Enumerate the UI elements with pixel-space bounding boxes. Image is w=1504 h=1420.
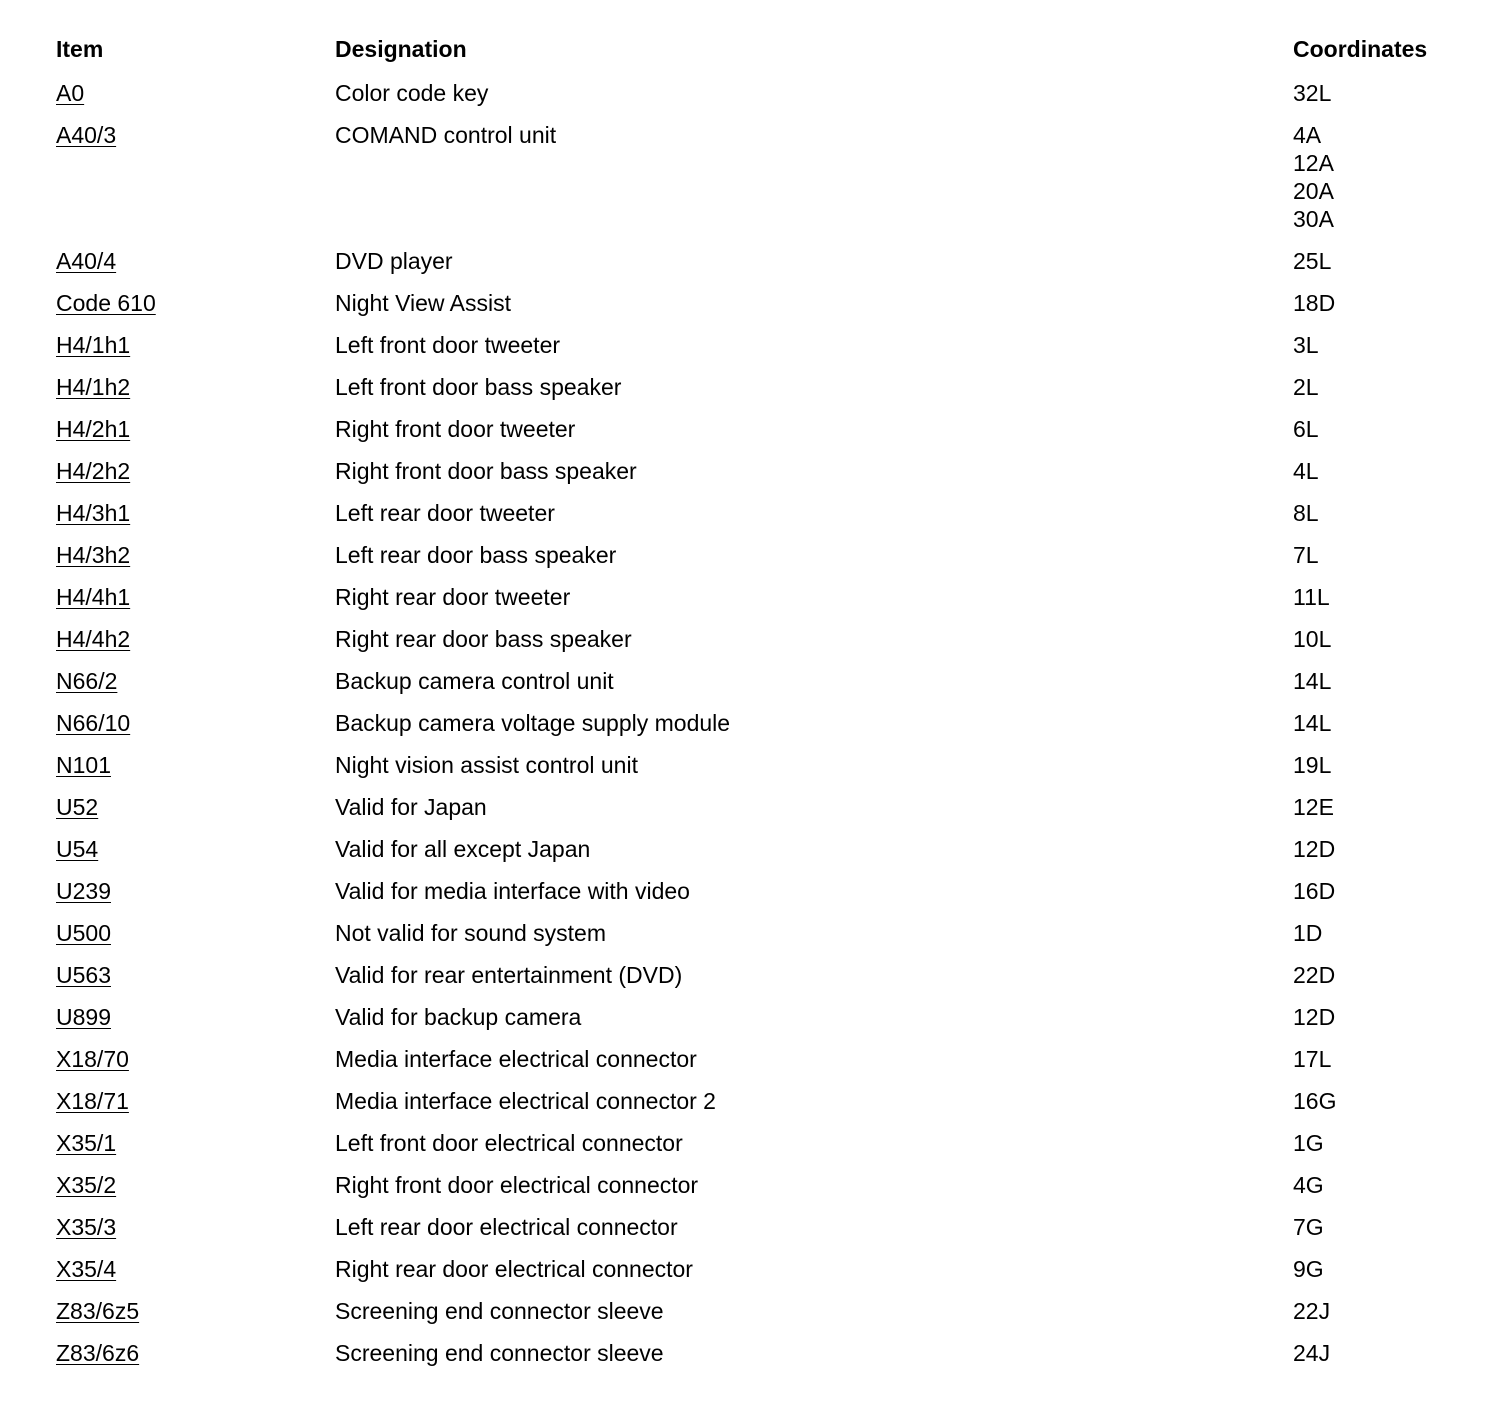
designation-cell: Right front door bass speaker bbox=[335, 458, 637, 484]
item-link[interactable]: H4/4h1 bbox=[56, 584, 131, 610]
coordinate-value: 11L bbox=[1293, 584, 1330, 610]
item-link[interactable]: A40/3 bbox=[56, 122, 117, 148]
item-link[interactable]: U54 bbox=[56, 836, 99, 862]
table-row bbox=[56, 1209, 1476, 1251]
item-column-header: Item bbox=[56, 36, 104, 62]
item-cell bbox=[56, 709, 335, 737]
coordinate-value: 12D bbox=[1293, 836, 1336, 862]
table-row bbox=[56, 411, 1476, 453]
table-row bbox=[56, 1293, 1476, 1335]
coordinates-cell bbox=[1293, 625, 1476, 653]
table-row bbox=[56, 873, 1476, 915]
table-row bbox=[56, 285, 1476, 327]
table-row bbox=[56, 327, 1476, 369]
designation-cell: Backup camera control unit bbox=[335, 668, 614, 694]
item-cell bbox=[56, 415, 335, 443]
coordinates-cell bbox=[1293, 751, 1476, 779]
coordinates-column-header: Coordinates bbox=[1293, 36, 1428, 62]
item-cell bbox=[56, 289, 335, 317]
item-cell bbox=[56, 835, 335, 863]
coordinates-cell bbox=[1293, 919, 1476, 947]
designation-cell: Backup camera voltage supply module bbox=[335, 710, 731, 736]
item-cell bbox=[56, 583, 335, 611]
coordinates-cell bbox=[1293, 499, 1476, 527]
coordinate-value: 8L bbox=[1293, 500, 1319, 526]
coordinate-value: 18D bbox=[1293, 290, 1336, 316]
designation-cell: Valid for all except Japan bbox=[335, 836, 591, 862]
item-link[interactable]: U563 bbox=[56, 962, 111, 988]
designation-cell: DVD player bbox=[335, 248, 453, 274]
table-row bbox=[56, 1335, 1476, 1377]
table-row bbox=[56, 495, 1476, 537]
coordinates-cell bbox=[1293, 1129, 1476, 1157]
coordinate-value: 32L bbox=[1293, 80, 1332, 106]
item-link[interactable]: A40/4 bbox=[56, 248, 117, 274]
table-row bbox=[56, 537, 1476, 579]
item-cell bbox=[56, 79, 335, 107]
coordinate-value: 12E bbox=[1293, 794, 1334, 820]
item-cell bbox=[56, 1087, 335, 1115]
designation-cell: Night View Assist bbox=[335, 290, 511, 316]
coordinate-value: 12D bbox=[1293, 1004, 1336, 1030]
item-cell bbox=[56, 1213, 335, 1241]
table-row bbox=[56, 957, 1476, 999]
table-row bbox=[56, 75, 1476, 117]
item-link[interactable]: X35/1 bbox=[56, 1130, 117, 1156]
item-link[interactable]: N66/10 bbox=[56, 710, 131, 736]
table-row bbox=[56, 1041, 1476, 1083]
item-cell bbox=[56, 1255, 335, 1283]
item-cell bbox=[56, 1339, 335, 1367]
table-row bbox=[56, 579, 1476, 621]
designation-cell: Right rear door electrical connector bbox=[335, 1256, 693, 1282]
coordinate-value: 17L bbox=[1293, 1046, 1332, 1072]
coordinates-cell bbox=[1293, 877, 1476, 905]
coordinates-cell bbox=[1293, 1255, 1476, 1283]
item-cell bbox=[56, 331, 335, 359]
table-row bbox=[56, 747, 1476, 789]
item-link[interactable]: U52 bbox=[56, 794, 99, 820]
designation-cell: Valid for rear entertainment (DVD) bbox=[335, 962, 683, 988]
coordinate-value: 1G bbox=[1293, 1130, 1324, 1156]
table-row bbox=[56, 117, 1476, 243]
coordinate-value: 6L bbox=[1293, 416, 1319, 442]
table-row bbox=[56, 663, 1476, 705]
coordinates-cell bbox=[1293, 415, 1476, 443]
coordinate-value: 22D bbox=[1293, 962, 1336, 988]
designation-column-header: Designation bbox=[335, 36, 467, 62]
item-link[interactable]: U500 bbox=[56, 920, 111, 946]
designation-cell: Right rear door tweeter bbox=[335, 584, 571, 610]
item-cell bbox=[56, 247, 335, 275]
coordinate-value: 3L bbox=[1293, 332, 1319, 358]
table-row bbox=[56, 999, 1476, 1041]
table-row bbox=[56, 1125, 1476, 1167]
coordinate-value: 7L bbox=[1293, 542, 1319, 568]
coordinate-value: 9G bbox=[1293, 1256, 1324, 1282]
item-link[interactable]: H4/3h2 bbox=[56, 542, 131, 568]
coordinates-cell bbox=[1293, 1213, 1476, 1241]
table-body bbox=[56, 75, 1476, 1377]
designation-cell: Left front door electrical connector bbox=[335, 1130, 683, 1156]
coordinates-cell bbox=[1293, 583, 1476, 611]
table-row bbox=[56, 1167, 1476, 1209]
table-row bbox=[56, 453, 1476, 495]
designation-cell: Left rear door bass speaker bbox=[335, 542, 617, 568]
designation-cell: Color code key bbox=[335, 80, 489, 106]
designation-cell: Left front door tweeter bbox=[335, 332, 561, 358]
coordinate-value: 2L bbox=[1293, 374, 1319, 400]
item-link[interactable]: H4/4h2 bbox=[56, 626, 131, 652]
item-link[interactable]: X18/70 bbox=[56, 1046, 129, 1072]
coordinates-cell bbox=[1293, 121, 1476, 233]
item-link[interactable]: H4/1h1 bbox=[56, 332, 131, 358]
designation-cell: Not valid for sound system bbox=[335, 920, 607, 946]
coordinates-cell bbox=[1293, 79, 1476, 107]
item-link[interactable]: Z83/6z5 bbox=[56, 1298, 140, 1324]
item-cell bbox=[56, 1045, 335, 1073]
designation-cell: COMAND control unit bbox=[335, 122, 557, 148]
table-row bbox=[56, 369, 1476, 411]
designation-cell: Screening end connector sleeve bbox=[335, 1340, 664, 1366]
item-link[interactable]: U239 bbox=[56, 878, 111, 904]
designation-cell: Night vision assist control unit bbox=[335, 752, 638, 778]
coordinate-value: 16D bbox=[1293, 878, 1336, 904]
coordinates-cell bbox=[1293, 289, 1476, 317]
coordinates-cell bbox=[1293, 1045, 1476, 1073]
designation-cell: Right front door electrical connector bbox=[335, 1172, 699, 1198]
item-link[interactable]: X35/3 bbox=[56, 1214, 117, 1240]
coordinates-cell bbox=[1293, 1339, 1476, 1367]
designation-cell: Right rear door bass speaker bbox=[335, 626, 632, 652]
table-row bbox=[56, 831, 1476, 873]
designation-cell: Media interface electrical connector 2 bbox=[335, 1088, 716, 1114]
coordinate-value: 20A bbox=[1293, 178, 1334, 204]
item-link[interactable]: X18/71 bbox=[56, 1088, 129, 1114]
table-row bbox=[56, 1083, 1476, 1125]
coordinate-value: 12A bbox=[1293, 150, 1334, 176]
item-link[interactable]: H4/2h2 bbox=[56, 458, 131, 484]
table-header bbox=[56, 32, 1476, 75]
coordinates-cell bbox=[1293, 1003, 1476, 1031]
designation-cell: Left front door bass speaker bbox=[335, 374, 622, 400]
item-link[interactable]: H4/2h1 bbox=[56, 416, 131, 442]
coordinates-cell bbox=[1293, 331, 1476, 359]
coordinates-cell bbox=[1293, 709, 1476, 737]
item-link[interactable]: N66/2 bbox=[56, 668, 118, 694]
designation-cell: Valid for media interface with video bbox=[335, 878, 690, 904]
item-cell bbox=[56, 961, 335, 989]
coordinate-value: 4A bbox=[1293, 122, 1322, 148]
designation-cell: Valid for Japan bbox=[335, 794, 487, 820]
item-cell bbox=[56, 751, 335, 779]
coordinates-cell bbox=[1293, 1087, 1476, 1115]
coordinate-value: 4G bbox=[1293, 1172, 1324, 1198]
table-row bbox=[56, 789, 1476, 831]
item-link[interactable]: H4/1h2 bbox=[56, 374, 131, 400]
table-row bbox=[56, 1251, 1476, 1293]
coordinates-cell bbox=[1293, 961, 1476, 989]
item-cell bbox=[56, 1129, 335, 1157]
coordinates-cell bbox=[1293, 1171, 1476, 1199]
item-cell bbox=[56, 121, 335, 149]
designation-cell: Left rear door tweeter bbox=[335, 500, 555, 526]
coordinates-cell bbox=[1293, 541, 1476, 569]
coordinate-value: 7G bbox=[1293, 1214, 1324, 1240]
item-link[interactable]: X35/4 bbox=[56, 1256, 117, 1282]
coordinate-value: 16G bbox=[1293, 1088, 1337, 1114]
table-row bbox=[56, 705, 1476, 747]
coordinates-cell bbox=[1293, 1297, 1476, 1325]
coordinate-value: 1D bbox=[1293, 920, 1323, 946]
coordinates-cell bbox=[1293, 247, 1476, 275]
designation-cell: Media interface electrical connector bbox=[335, 1046, 697, 1072]
item-link[interactable]: N101 bbox=[56, 752, 111, 778]
item-cell bbox=[56, 457, 335, 485]
item-cell bbox=[56, 1003, 335, 1031]
item-cell bbox=[56, 625, 335, 653]
table-row bbox=[56, 915, 1476, 957]
coordinate-value: 14L bbox=[1293, 668, 1332, 694]
item-link[interactable]: H4/3h1 bbox=[56, 500, 131, 526]
coordinate-value: 14L bbox=[1293, 710, 1332, 736]
item-link[interactable]: X35/2 bbox=[56, 1172, 117, 1198]
coordinate-value: 22J bbox=[1293, 1298, 1331, 1324]
item-cell bbox=[56, 1171, 335, 1199]
item-link[interactable]: U899 bbox=[56, 1004, 111, 1030]
coordinate-value: 25L bbox=[1293, 248, 1332, 274]
coordinates-cell bbox=[1293, 793, 1476, 821]
item-cell bbox=[56, 541, 335, 569]
item-cell bbox=[56, 919, 335, 947]
coordinate-value: 10L bbox=[1293, 626, 1332, 652]
coordinates-cell bbox=[1293, 667, 1476, 695]
item-cell bbox=[56, 877, 335, 905]
coordinates-cell bbox=[1293, 457, 1476, 485]
coordinate-value: 4L bbox=[1293, 458, 1319, 484]
coordinate-value: 24J bbox=[1293, 1340, 1331, 1366]
item-cell bbox=[56, 667, 335, 695]
coordinate-value: 19L bbox=[1293, 752, 1332, 778]
item-cell bbox=[56, 373, 335, 401]
table-row bbox=[56, 243, 1476, 285]
component-legend-table bbox=[56, 32, 1476, 1377]
designation-cell: Right front door tweeter bbox=[335, 416, 576, 442]
item-cell bbox=[56, 499, 335, 527]
item-cell bbox=[56, 793, 335, 821]
designation-cell: Screening end connector sleeve bbox=[335, 1298, 664, 1324]
item-cell bbox=[56, 1297, 335, 1325]
table-row bbox=[56, 621, 1476, 663]
item-link[interactable]: A0 bbox=[56, 80, 85, 106]
coordinates-cell bbox=[1293, 835, 1476, 863]
coordinate-value: 30A bbox=[1293, 206, 1334, 232]
designation-cell: Left rear door electrical connector bbox=[335, 1214, 678, 1240]
item-link[interactable]: Z83/6z6 bbox=[56, 1340, 140, 1366]
coordinates-cell bbox=[1293, 373, 1476, 401]
designation-cell: Valid for backup camera bbox=[335, 1004, 582, 1030]
item-link[interactable]: Code 610 bbox=[56, 290, 156, 316]
